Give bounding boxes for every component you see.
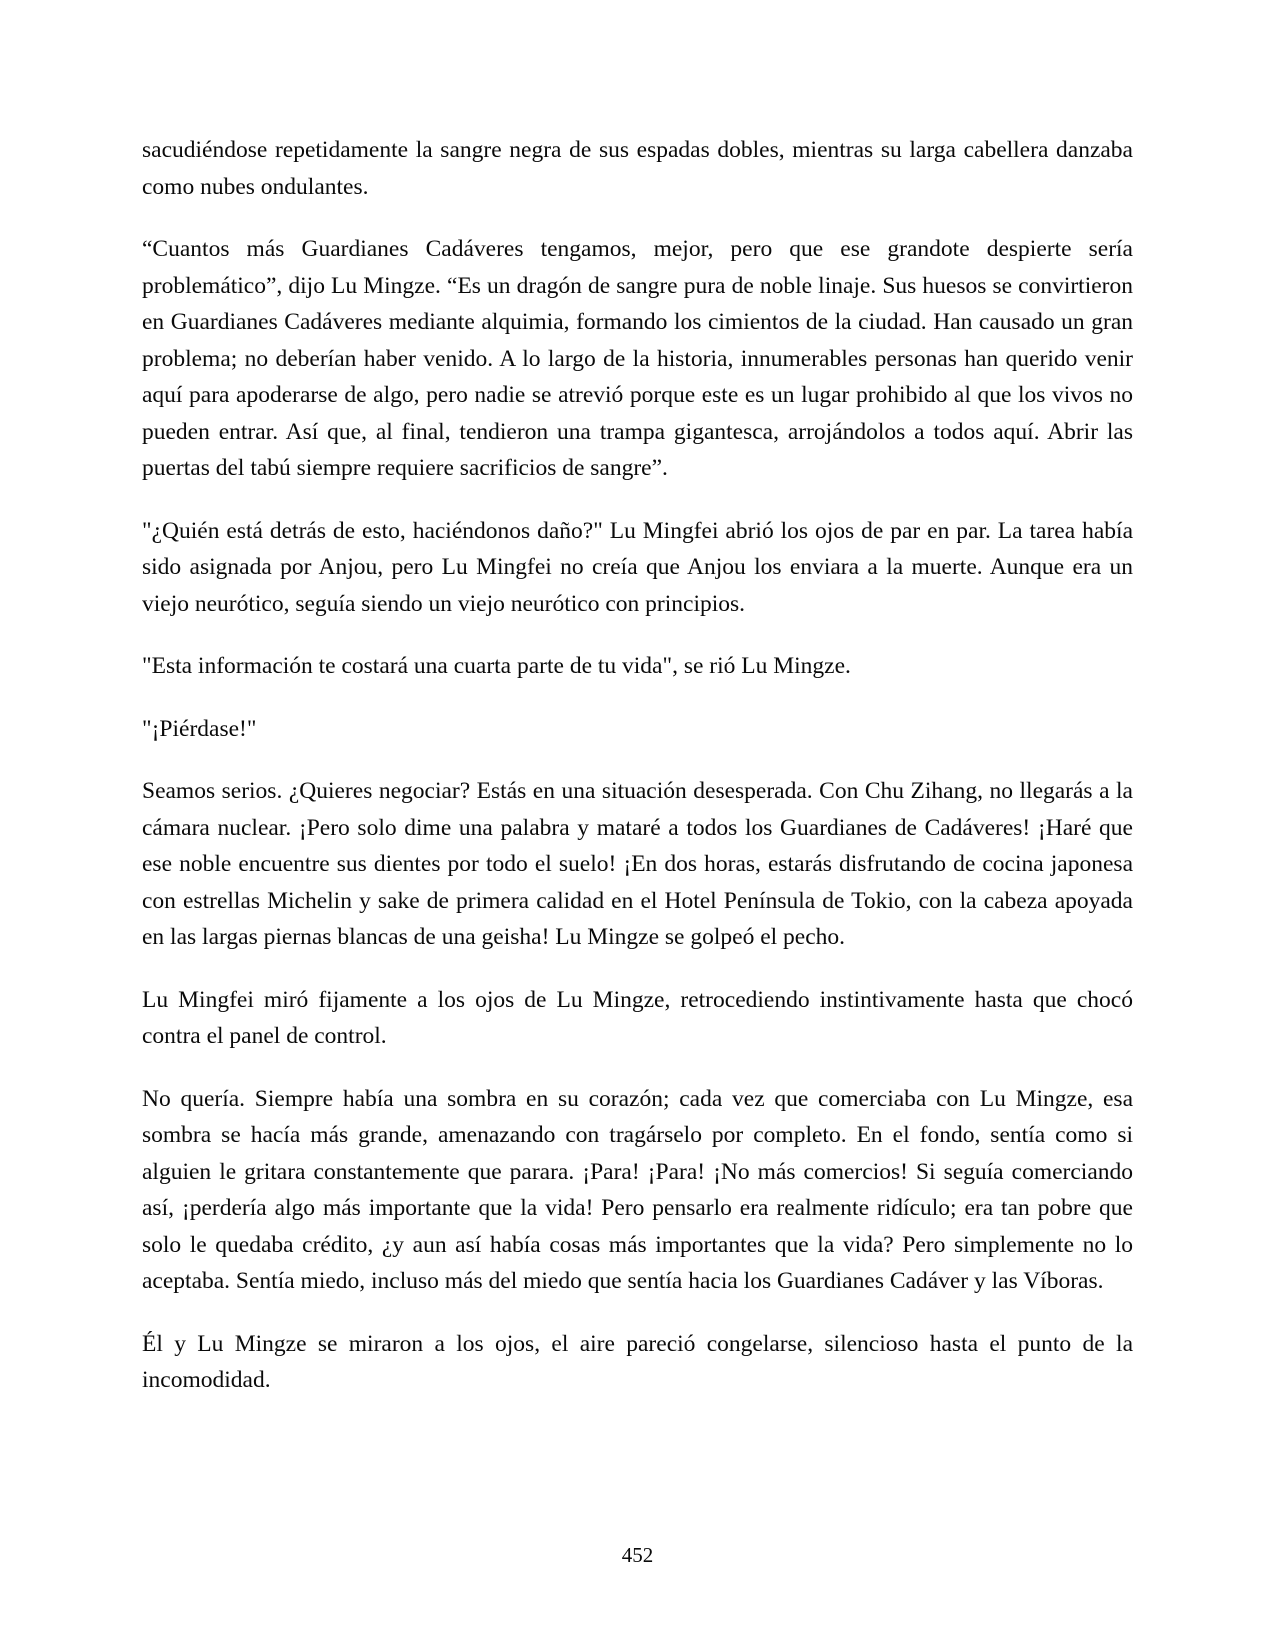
page-number: 452 xyxy=(621,1543,654,1567)
paragraph: Seamos serios. ¿Quieres negociar? Estás en una situación desesperada. Con Chu Zihang, no llegarás a la cámara nuclear. ¡Pero solo dime una palabra y mataré a todos los Guardianes de Cadáveres! ¡Haré que ese noble encuentre sus dientes por todo el suelo! ¡En dos horas, estarás disfrutando de cocina japonesa con estrellas Michelin y sake de primera calidad en el Hotel Península de Tokio, con la cabeza apoyada en las largas piernas blancas de una geisha! Lu Mingze se golpeó el pecho. xyxy=(142,778,1133,950)
paragraph: Él y Lu Mingze se miraron a los ojos, el aire pareció congelarse, silencioso hasta el punto de la incomodidad. xyxy=(142,1330,1133,1393)
paragraph: No quería. Siempre había una sombra en su corazón; cada vez que comerciaba con Lu Mingze, esa sombra se hacía más grande, amenazando con tragárselo por completo. En el fondo, sentía como si alguien le gritara constantemente que parara. ¡Para! ¡Para! ¡No más comercios! Si seguía comerciando así, ¡perdería algo más importante que la vida! Pero pensarlo era realmente ridículo; era tan pobre que solo le quedaba crédito, ¿y aun así había cosas más importantes que la vida? Pero simplemente no lo aceptaba. Sentía miedo, incluso más del miedo que sentía hacia los Guardianes Cadáver y las Víboras. xyxy=(142,1085,1133,1294)
paragraph: "Esta información te costará una cuarta parte de tu vida", se rió Lu Mingze. xyxy=(142,653,851,679)
paragraph: "¡Piérdase!" xyxy=(142,715,257,742)
paragraph: "¿Quién está detrás de esto, haciéndonos daño?" Lu Mingfei abrió los ojos de par en par. La tarea había sido asignada por Anjou, pero Lu Mingfei no creía que Anjou los enviara a la muerte. Aunque era un viejo neurótico, seguía siendo un viejo neurótico con principios. xyxy=(142,517,1133,617)
paragraph: “Cuantos más Guardianes Cadáveres tengamos, mejor, pero que ese grandote despierte sería problemático”, dijo Lu Mingze. “Es un dragón de sangre pura de noble linaje. Sus huesos se convirtieron en Guardianes Cadáveres mediante alquimia, formando los cimientos de la ciudad. Han causado un gran problema; no deberían haber venido. A lo largo de la historia, innumerables personas han querido venir aquí para apoderarse de algo, pero nadie se atrevió porque este es un lugar prohibido al que los vivos no pueden entrar. Así que, al final, tendieron una trampa gigantesca, arrojándolos a todos aquí. Abrir las puertas del tabú siempre requiere sacrificios de sangre”. xyxy=(142,236,1133,481)
paragraph: sacudiéndose repetidamente la sangre negra de sus espadas dobles, mientras su larga cabellera danzaba como nubes ondulantes. xyxy=(142,137,1133,200)
paragraph: Lu Mingfei miró fijamente a los ojos de Lu Mingze, retrocediendo instintivamente hasta que chocó contra el panel de control. xyxy=(142,986,1133,1049)
body-text-block xyxy=(142,132,1133,1399)
